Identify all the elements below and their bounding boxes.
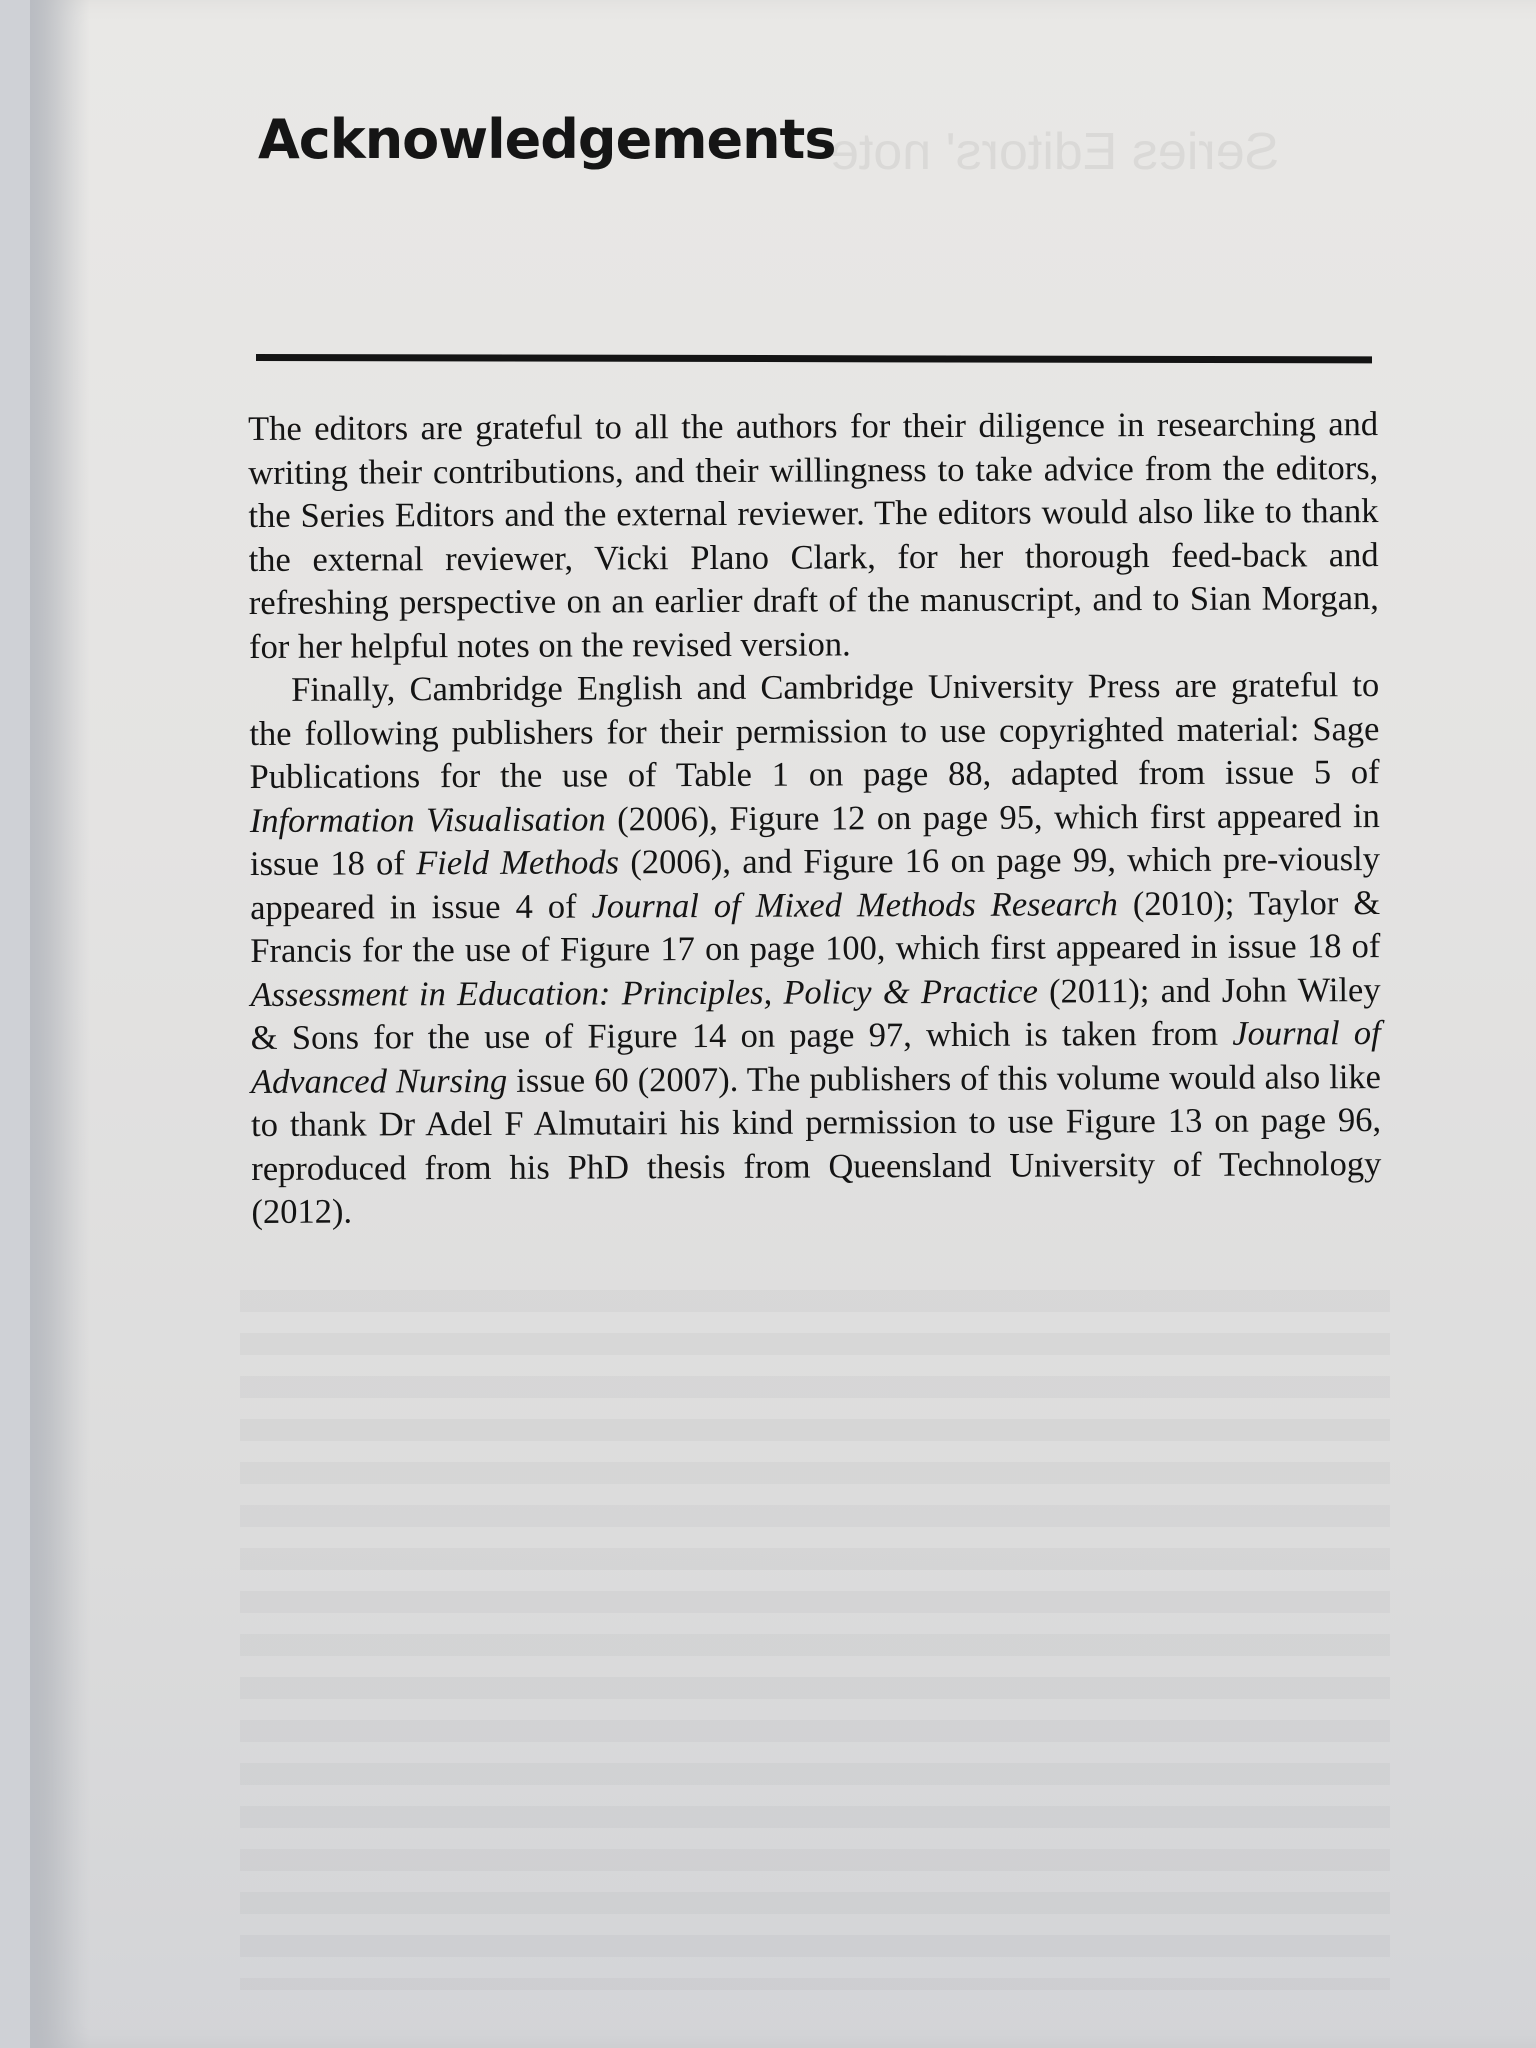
bleed-through-title: Series Editors' note <box>830 123 1280 181</box>
journal-title-advanced-nursing: Journal of Advanced Nursing <box>250 1014 1381 1101</box>
p2-text-1: Finally, Cambridge English and Cambridge University Press are grateful to the following publishers for their permission to use copyrighted material: Sage Publications for the use of Table 1 on page 88, adapted from issue 5 of <box>249 666 1380 796</box>
gutter-shadow <box>30 0 90 2048</box>
paragraph-2 <box>249 664 1381 1234</box>
journal-title-mixed-methods: Journal of Mixed Methods Research <box>591 884 1118 926</box>
paragraph-1: The editors are grateful to all the authors for their diligence in researching and writing their contributions, and their willingness to take advice from the editors, the Series Editors and the external reviewer. The editors would also like to thank the external reviewer, Vicki Plano Clark, for her thorough feed-back and refreshing perspective on an earlier draft of the manuscript, and to Sian Morgan, for her helpful notes on the revised version. <box>248 405 1379 666</box>
p2-text-6: issue 60 (2007). The publishers of this volume would also like to thank Dr Adel F Almutairi his kind permission to use Figure 13 on page 96, reproduced from his PhD thesis from Queensland University of Technology (2012). <box>251 1057 1382 1231</box>
p2-text-3: (2006), and Figure 16 on page 99, which pre-viously appeared in issue 4 of <box>250 840 1381 927</box>
journal-title-information-visualisation: Information Visualisation <box>249 799 606 840</box>
journal-title-field-methods: Field Methods <box>416 843 620 883</box>
journal-title-assessment-in-education: Assessment in Education: Principles, Policy & Practice <box>250 972 1038 1014</box>
bleed-through-text <box>240 1290 1390 1990</box>
heading-rule <box>256 354 1372 363</box>
acknowledgements-body <box>248 403 1382 1234</box>
page-heading: Acknowledgements <box>258 108 836 171</box>
p2-text-2: (2006), Figure 12 on page 95, which first appeared in issue 18 of <box>249 796 1380 883</box>
p2-text-5: (2011); and John Wiley & Sons for the use of Figure 14 on page 97, which is taken from <box>250 970 1381 1057</box>
book-page <box>30 0 1536 2048</box>
p2-text-4: (2010); Taylor & Francis for the use of Figure 17 on page 100, which first appeared in issue 18 of <box>250 883 1381 970</box>
